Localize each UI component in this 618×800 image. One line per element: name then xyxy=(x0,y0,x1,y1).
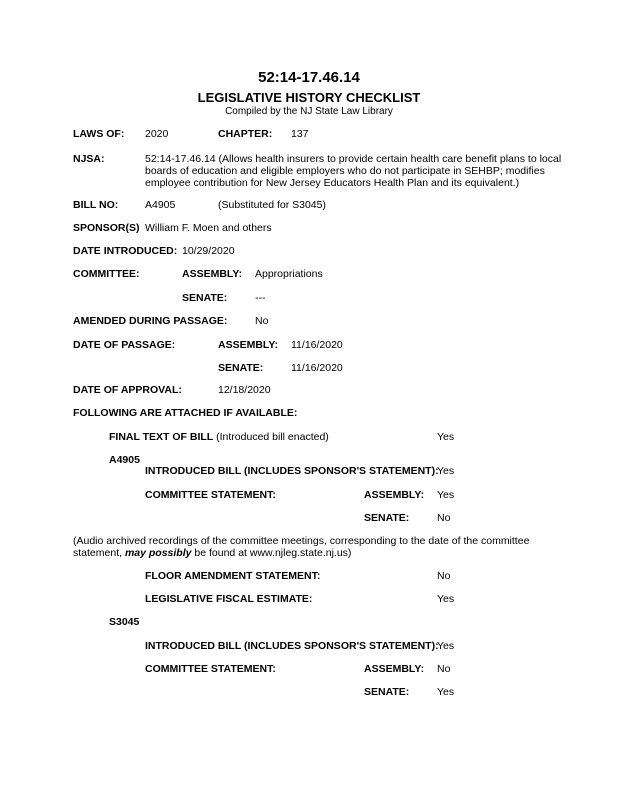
a4905-introduced-value: Yes xyxy=(437,465,455,477)
final-text-value: Yes xyxy=(437,431,455,443)
final-text-row xyxy=(109,431,329,443)
bill-no-value: A4905 xyxy=(145,199,176,211)
njsa-line-2: boards of education and eligible employers who do not participate in SEHBP; modifies xyxy=(145,165,545,177)
amended-label: AMENDED DURING PASSAGE: xyxy=(73,315,228,327)
passage-senate-value: 11/16/2020 xyxy=(291,362,343,374)
passage-label: DATE OF PASSAGE: xyxy=(73,339,176,351)
committee-assembly-value: Appropriations xyxy=(255,268,323,280)
s3045-introduced-label: INTRODUCED BILL (INCLUDES SPONSOR'S STATEMENT): xyxy=(145,640,439,652)
s3045-committee-label: COMMITTEE STATEMENT: xyxy=(145,663,276,675)
njsa-line-3: employee contribution for New Jersey Educators Health Plan and its equivalent.) xyxy=(145,177,520,189)
s3045-assembly-value: No xyxy=(437,663,451,675)
a4905-senate-label: SENATE: xyxy=(364,512,410,524)
passage-senate-label: SENATE: xyxy=(218,362,264,374)
committee-assembly-label: ASSEMBLY: xyxy=(182,268,243,280)
a4905-committee-label: COMMITTEE STATEMENT: xyxy=(145,489,276,501)
passage-assembly-label: ASSEMBLY: xyxy=(218,339,279,351)
s3045-introduced-value: Yes xyxy=(437,640,455,652)
statute-title: 52:14-17.46.14 xyxy=(258,69,360,86)
laws-of-label: LAWS OF: xyxy=(73,128,125,140)
audio-note-emphasis: may possibly xyxy=(124,547,192,559)
s3045-senate-label: SENATE: xyxy=(364,686,410,698)
bill-substitution-note: (Substituted for S3045) xyxy=(218,199,326,211)
a4905-senate-value: No xyxy=(437,512,451,524)
passage-assembly-value: 11/16/2020 xyxy=(291,339,343,351)
checklist-title: LEGISLATIVE HISTORY CHECKLIST xyxy=(197,90,421,105)
bill-no-label: BILL NO: xyxy=(73,199,119,211)
a4905-floor-value: No xyxy=(437,570,451,582)
final-text-label: FINAL TEXT OF BILL xyxy=(109,431,214,443)
date-introduced-value: 10/29/2020 xyxy=(182,245,235,257)
a4905-fiscal-value: Yes xyxy=(437,593,455,605)
audio-note-line-1: (Audio archived recordings of the committee meetings, corresponding to the date of the committee xyxy=(73,535,530,547)
compiled-by: Compiled by the NJ State Law Library xyxy=(225,106,393,117)
sponsor-label: SPONSOR(S) xyxy=(73,222,140,234)
s3045-section-label: S3045 xyxy=(109,616,140,628)
a4905-fiscal-label: LEGISLATIVE FISCAL ESTIMATE: xyxy=(145,593,313,605)
sponsor-value: William F. Moen and others xyxy=(145,222,272,234)
audio-note-part-a: statement, xyxy=(73,547,125,559)
njsa-label: NJSA: xyxy=(73,153,105,165)
committee-label: COMMITTEE: xyxy=(73,268,140,280)
a4905-section-label: A4905 xyxy=(109,454,140,466)
a4905-introduced-label: INTRODUCED BILL (INCLUDES SPONSOR'S STATEMENT): xyxy=(145,465,439,477)
committee-senate-label: SENATE: xyxy=(182,292,228,304)
s3045-senate-value: Yes xyxy=(437,686,455,698)
s3045-assembly-label: ASSEMBLY: xyxy=(364,663,425,675)
laws-of-year: 2020 xyxy=(145,128,169,140)
a4905-assembly-value: Yes xyxy=(437,489,455,501)
approval-label: DATE OF APPROVAL: xyxy=(73,384,182,396)
attached-heading: FOLLOWING ARE ATTACHED IF AVAILABLE: xyxy=(73,407,298,419)
njsa-line-1: 52:14-17.46.14 (Allows health insurers to provide certain health care benefit plans to local xyxy=(145,153,562,165)
a4905-assembly-label: ASSEMBLY: xyxy=(364,489,425,501)
final-text-note: (Introduced bill enacted) xyxy=(213,431,329,443)
audio-note-line-2 xyxy=(73,547,351,559)
approval-value: 12/18/2020 xyxy=(218,384,271,396)
audio-note-part-c: be found at www.njleg.state.nj.us) xyxy=(191,547,352,559)
chapter-label: CHAPTER: xyxy=(218,128,273,140)
a4905-floor-label: FLOOR AMENDMENT STATEMENT: xyxy=(145,570,321,582)
chapter-value: 137 xyxy=(291,128,309,140)
committee-senate-value: --- xyxy=(255,292,266,304)
amended-value: No xyxy=(255,315,269,327)
date-introduced-label: DATE INTRODUCED: xyxy=(73,245,178,257)
